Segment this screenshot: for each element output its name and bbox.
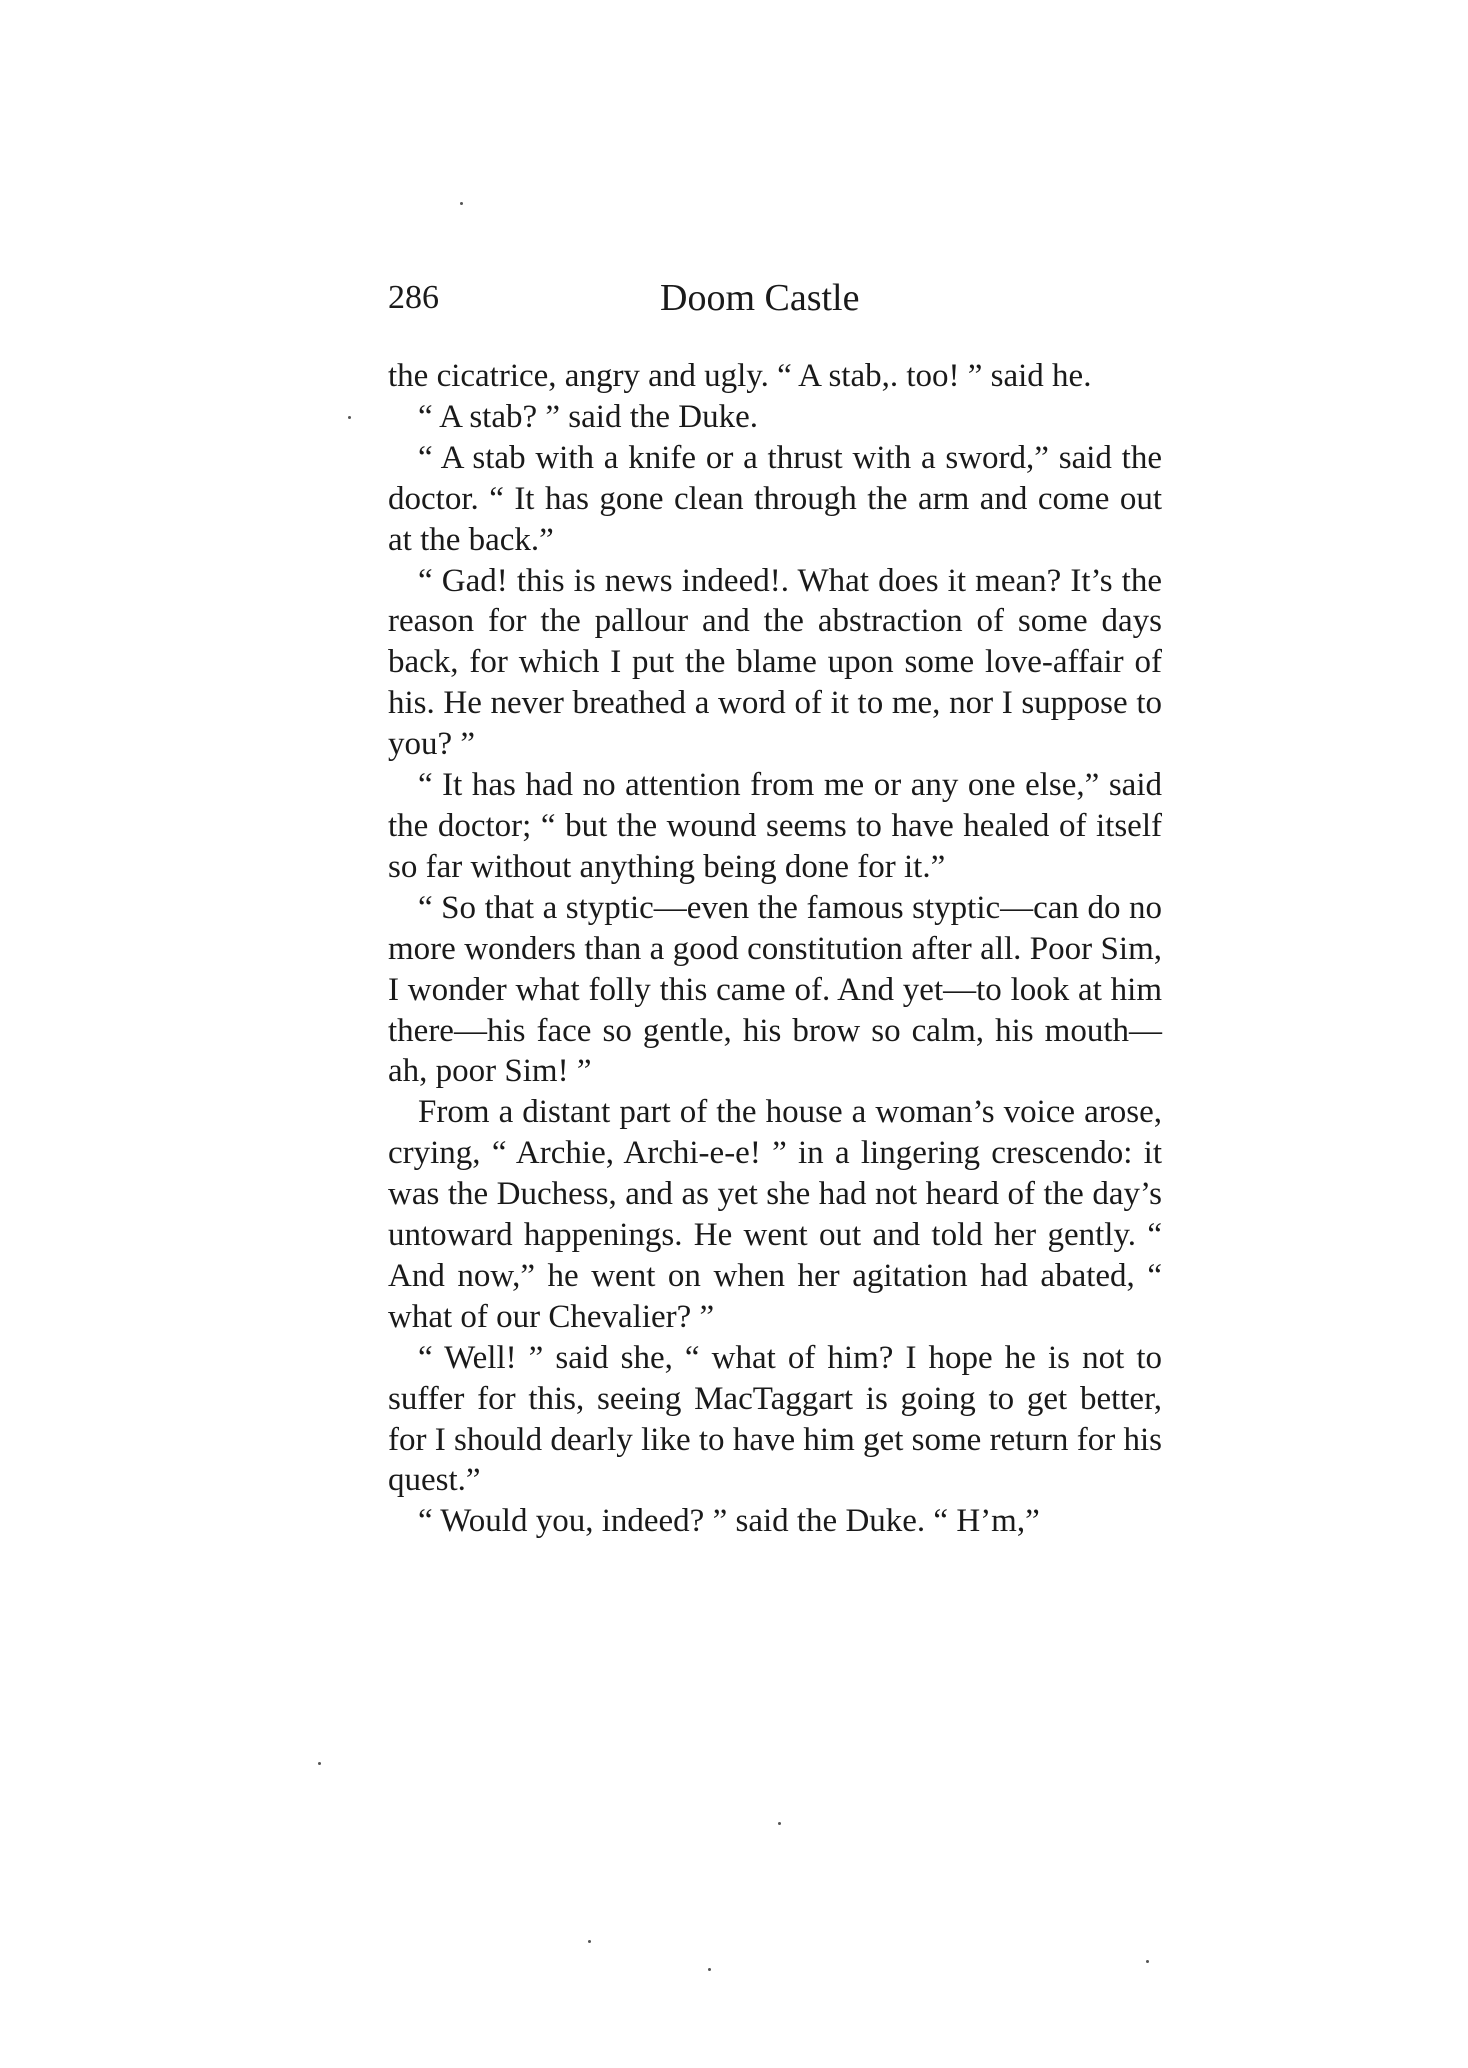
scan-speck bbox=[778, 1822, 781, 1825]
scan-speck bbox=[588, 1940, 591, 1943]
paragraph: the cicatrice, angry and ugly. “ A stab,. too! ” said he. bbox=[388, 358, 1092, 394]
scan-speck bbox=[318, 1762, 321, 1765]
running-title: Doom Castle bbox=[660, 277, 860, 319]
paragraph: “ A stab? ” said the Duke. bbox=[418, 398, 758, 435]
page-number: 286 bbox=[388, 279, 439, 316]
paragraph: “ It has had no attention from me or any one else,” said the doctor; “ but the wound seems to have healed of itself so far without anything being done for it.” bbox=[388, 767, 1162, 885]
scan-speck bbox=[708, 1968, 711, 1971]
paragraph: “ So that a styptic—even the famous styptic—can do no more wonders than a good constitution after all. Poor Sim, I wonder what folly this came of. And yet—to look at him there—his face so gentle, his brow so calm, his mouth—ah, poor Sim! ” bbox=[388, 889, 1162, 1090]
page-header bbox=[388, 270, 1168, 326]
paragraph: “ Would you, indeed? ” said the Duke. “ H’m,” bbox=[418, 1503, 1040, 1540]
body-text bbox=[388, 356, 1162, 1542]
scan-speck bbox=[460, 202, 463, 205]
scan-speck bbox=[348, 416, 351, 419]
scan-speck bbox=[1146, 1960, 1149, 1963]
paragraph: “ A stab with a knife or a thrust with a sword,” said the doctor. “ It has gone clean through the arm and come out at the back.” bbox=[388, 439, 1162, 558]
paragraph: “ Well! ” said she, “ what of him? I hope he is not to suffer for this, seeing MacTaggart is going to get better, for I should dearly like to have him get some return for his quest.” bbox=[388, 1339, 1162, 1499]
paragraph: “ Gad! this is news indeed!. What does it mean? It’s the reason for the pallour and the abstraction of some days back, for which I put the blame upon some love-affair of his. He never breathed a word of it to me, nor I suppose to you? ” bbox=[388, 562, 1162, 763]
paragraph: From a distant part of the house a woman’s voice arose, crying, “ Archie, Archi-e-e! ” in a lingering crescendo: it was the Duchess, and as yet she had not heard of the day’s untoward happenings. He went out and told her gently. “ And now,” he went on when her agitation had abated, “ what of our Chevalier? ” bbox=[388, 1094, 1162, 1335]
